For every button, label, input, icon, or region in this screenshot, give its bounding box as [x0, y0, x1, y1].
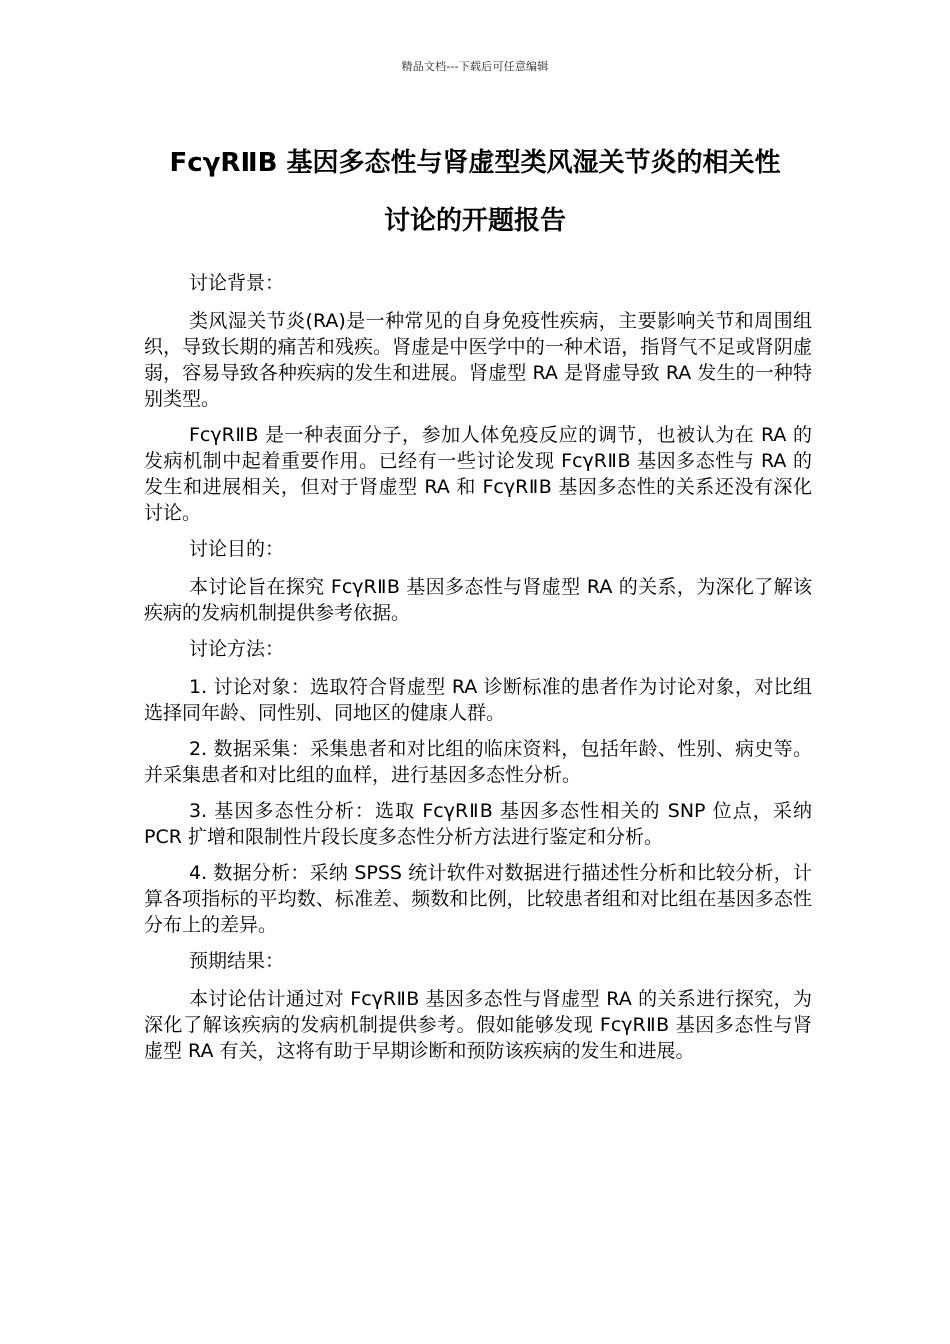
header-note: 精品文档---下载后可任意编辑 [401, 60, 549, 73]
section-heading-methods: 讨论方法： [189, 638, 285, 660]
document-title-line-2: 讨论的开题报告 [383, 206, 566, 236]
method-item-data-collection: 2. 数据采集：采集患者和对比组的临床资料，包括年龄、性别、病史等。并采集患者和对比组的血样，进行基因多态性分析。 [144, 738, 812, 786]
section-heading-background: 讨论背景： [189, 272, 285, 294]
document-title-line-1: FcγRⅡB 基因多态性与肾虚型类风湿关节炎的相关性 [169, 148, 781, 178]
method-item-data-analysis: 4. 数据分析：采纳 SPSS 统计软件对数据进行描述性分析和比较分析，计算各项指标的平均数、标准差、频数和比例，比较患者组和对比组在基因多态性分布上的差异。 [144, 862, 812, 936]
paragraph-background-1: 类风湿关节炎(RA)是一种常见的自身免疫性疾病，主要影响关节和周围组织，导致长期的痛苦和残疾。肾虚是中医学中的一种术语，指肾气不足或肾阴虚弱，容易导致各种疾病的发生和进展。肾虚型 RA 是肾虚导致 RA 发生的一种特别类型。 [144, 310, 812, 410]
paragraph-background-2: FcγRⅡB 是一种表面分子，参加人体免疫反应的调节，也被认为在 RA 的发病机制中起着重要作用。已经有一些讨论发现 FcγRⅡB 基因多态性与 RA 的发生和进展相关，但对于肾虚型 RA 和 FcγRⅡB 基因多态性的关系还没有深化讨论。 [144, 424, 812, 524]
section-heading-expected-results: 预期结果： [189, 950, 285, 972]
method-item-polymorphism-analysis: 3. 基因多态性分析：选取 FcγRⅡB 基因多态性相关的 SNP 位点，采纳 PCR 扩增和限制性片段长度多态性分析方法进行鉴定和分析。 [144, 800, 812, 848]
paragraph-purpose: 本讨论旨在探究 FcγRⅡB 基因多态性与肾虚型 RA 的关系，为深化了解该疾病的发病机制提供参考依据。 [144, 576, 812, 624]
document-title [100, 134, 850, 250]
document-body [144, 270, 812, 1074]
method-item-subjects: 1. 讨论对象：选取符合肾虚型 RA 诊断标准的患者作为讨论对象，对比组选择同年龄、同性别、同地区的健康人群。 [144, 676, 812, 724]
paragraph-expected-results: 本讨论估计通过对 FcγRⅡB 基因多态性与肾虚型 RA 的关系进行探究，为深化了解该疾病的发病机制提供参考。假如能够发现 FcγRⅡB 基因多态性与肾虚型 RA 有关，这将有助于早期诊断和预防该疾病的发生和进展。 [144, 988, 812, 1062]
section-heading-purpose: 讨论目的： [189, 538, 285, 560]
